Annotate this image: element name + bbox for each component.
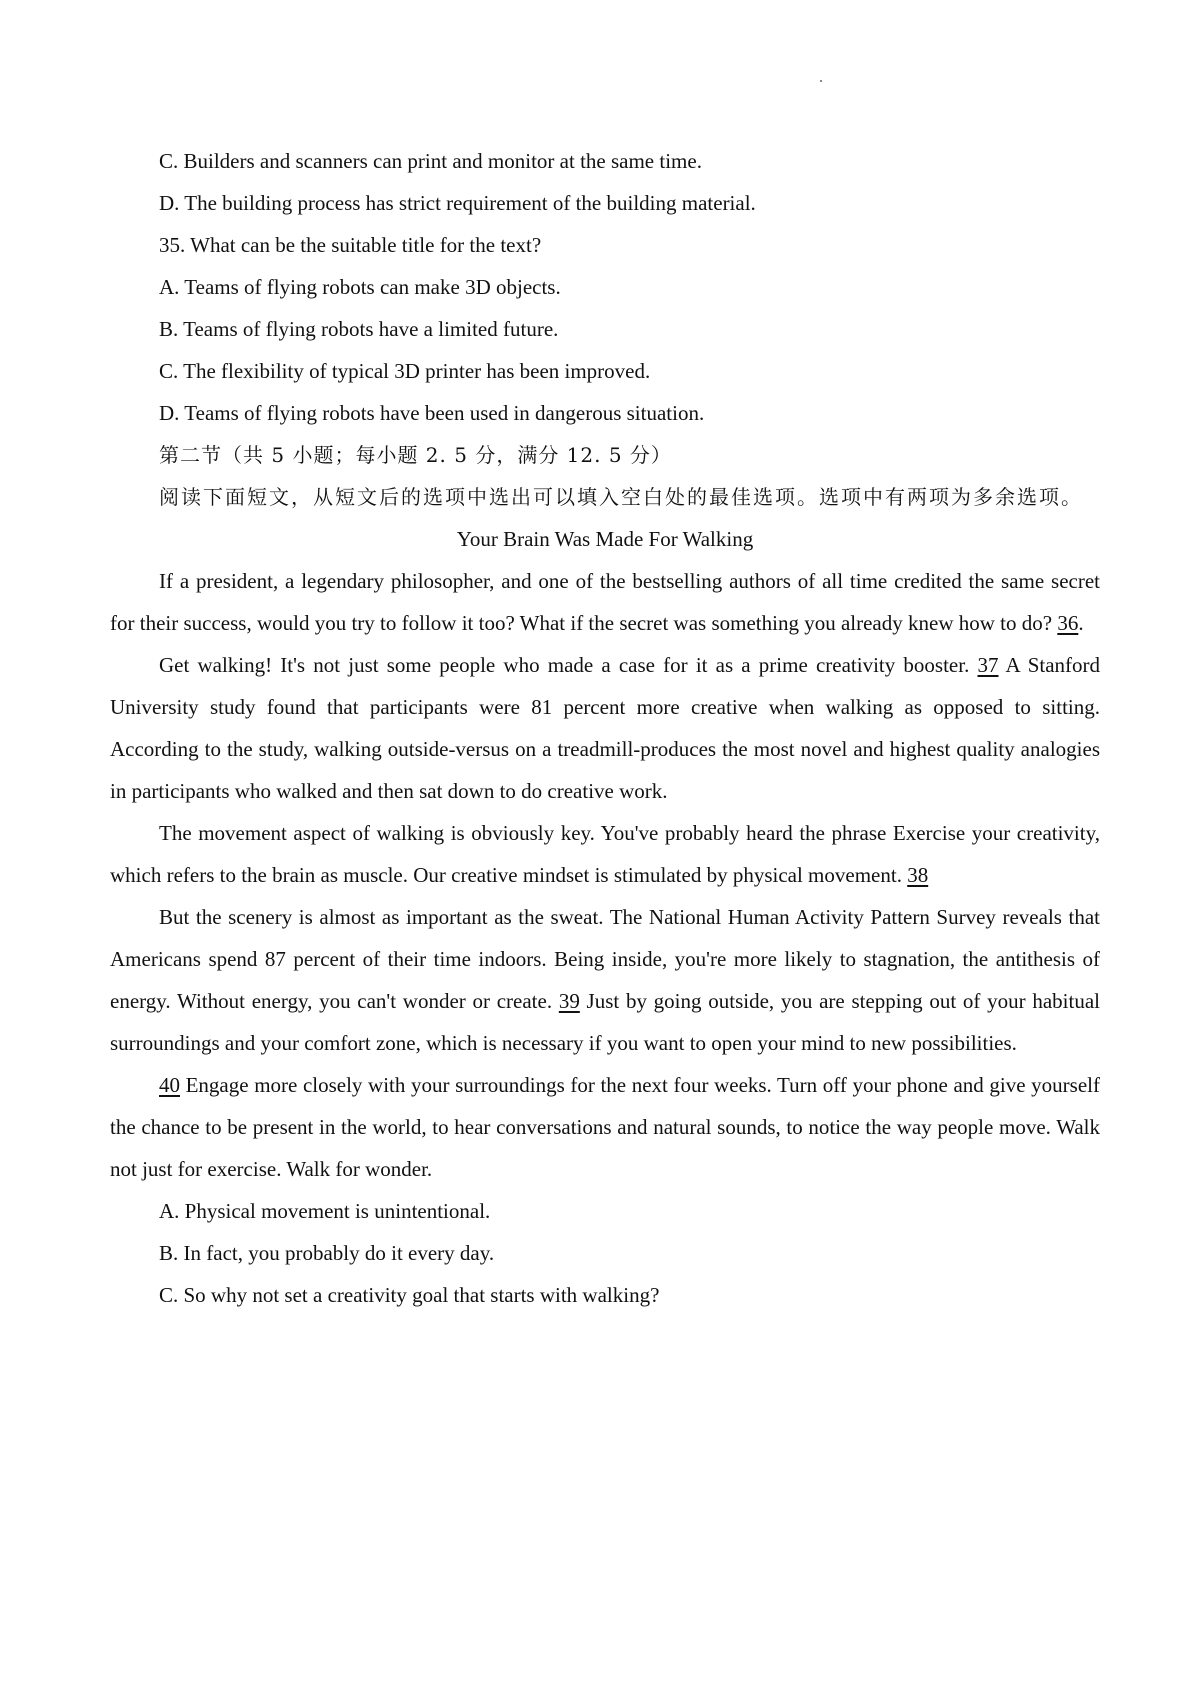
choice-a: A. Physical movement is unintentional. <box>159 1199 491 1223</box>
paragraph-text: But the scenery is almost as important as the sweat. The National Human Activity Pattern Survey reveals that Americans spend 87 percent of their time indoors. Being inside, you're more likely to stagnation, the antithesis of energy. Without energy, you can't wonder or create. <box>110 905 1100 1013</box>
blank-36: 36 <box>1057 611 1079 635</box>
question-35-option-a: A. Teams of flying robots can make 3D objects. <box>159 275 561 299</box>
article-paragraph-1 <box>110 560 1100 644</box>
choice-c: C. So why not set a creativity goal that starts with walking? <box>159 1283 660 1307</box>
paragraph-tail: A Stanford University study found that participants were 81 percent more creative when walking as opposed to sitting. According to the study, walking outside-versus on a treadmill-produces the most novel and highest quality analogies in participants who walked and then sat down to do creative work. <box>110 653 1101 803</box>
question-35-option-c: C. The flexibility of typical 3D printer has been improved. <box>159 359 651 383</box>
section-2-instructions: 阅读下面短文，从短文后的选项中选出可以填入空白处的最佳选项。选项中有两项为多余选项。 <box>159 485 1083 509</box>
article-paragraph-3 <box>110 812 1100 896</box>
question-35-option-b: B. Teams of flying robots have a limited future. <box>159 317 559 341</box>
page-content <box>110 140 1100 1316</box>
blank-37: 37 <box>977 653 999 677</box>
article-paragraph-4 <box>110 896 1100 1064</box>
paragraph-text: Get walking! It's not just some people who made a case for it as a prime creativity booster. <box>159 653 970 677</box>
prev-option-d: D. The building process has strict requirement of the building material. <box>159 191 756 215</box>
paragraph-tail: Engage more closely with your surroundings for the next four weeks. Turn off your phone and give yourself the chance to be present in the world, to hear conversations and natural sounds, to notice the way people move. Walk not just for exercise. Walk for wonder. <box>110 1073 1100 1181</box>
blank-39: 39 <box>558 989 580 1013</box>
choice-b: B. In fact, you probably do it every day. <box>159 1241 495 1265</box>
question-35: 35. What can be the suitable title for the text? <box>159 233 542 257</box>
paragraph-tail: . <box>1078 611 1084 635</box>
paragraph-text: If a president, a legendary philosopher, and one of the bestselling authors of all time credited the same secret for their success, would you try to follow it too? What if the secret was something you already knew how to do? <box>110 569 1100 635</box>
blank-38: 38 <box>907 863 929 887</box>
paragraph-text: The movement aspect of walking is obviously key. You've probably heard the phrase Exercise your creativity, which refers to the brain as muscle. Our creative mindset is stimulated by physical movement. <box>110 821 1100 887</box>
article-title: Your Brain Was Made For Walking <box>456 527 754 551</box>
article-paragraph-2 <box>110 644 1100 812</box>
section-2-heading: 第二节（共 5 小题；每小题 2. 5 分，满分 12. 5 分） <box>159 443 672 467</box>
blank-40: 40 <box>159 1073 180 1097</box>
question-35-option-d: D. Teams of flying robots have been used in dangerous situation. <box>159 401 705 425</box>
paragraph-tail: Just by going outside, you are stepping out of your habitual surroundings and your comfort zone, which is necessary if you want to open your mind to new possibilities. <box>110 989 1101 1055</box>
stray-mark <box>820 80 822 82</box>
article-paragraph-5 <box>110 1064 1100 1190</box>
prev-option-c: C. Builders and scanners can print and monitor at the same time. <box>159 149 702 173</box>
